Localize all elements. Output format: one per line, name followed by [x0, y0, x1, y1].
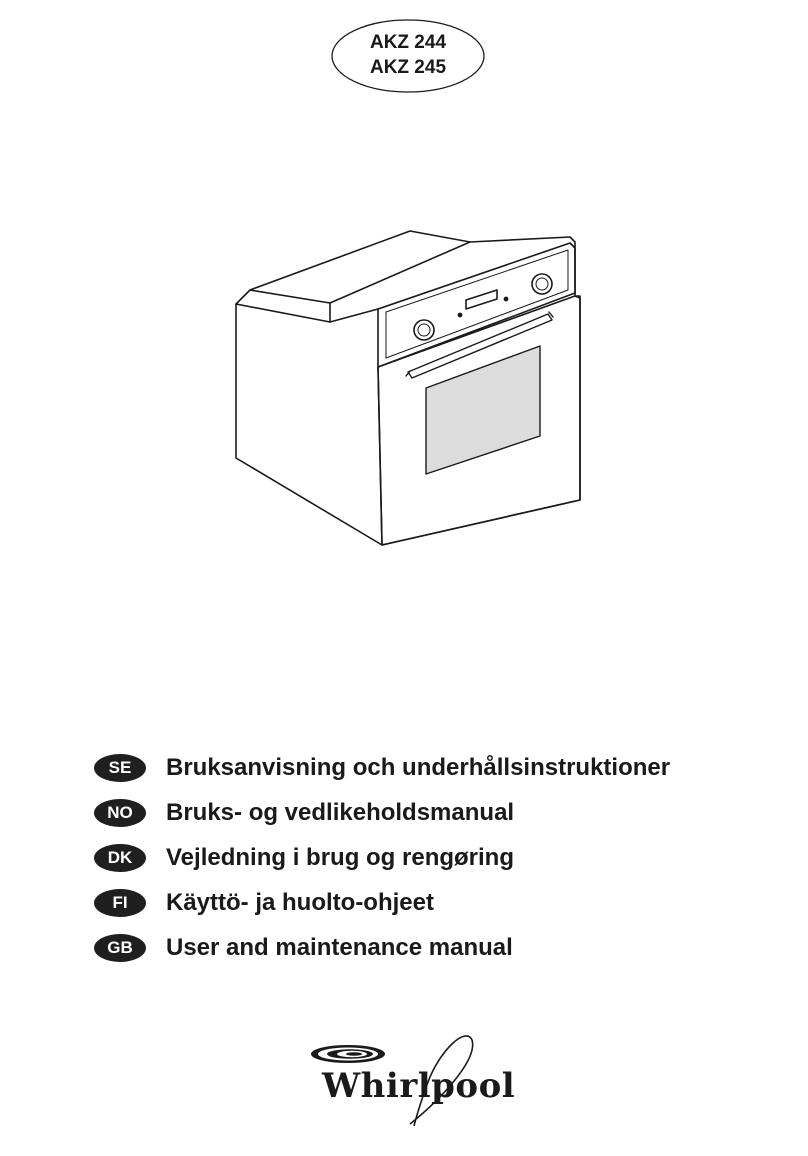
language-code-badge: NO [94, 799, 146, 827]
language-title: Vejledning i brug og rengøring [166, 843, 514, 871]
language-title: Bruks- og vedlikeholdsmanual [166, 798, 515, 826]
language-code-badge: DK [94, 844, 146, 872]
language-list [94, 745, 794, 970]
model-number-2: AKZ 245 [369, 57, 447, 78]
language-row-fi [94, 880, 794, 925]
language-title: User and maintenance manual [166, 933, 513, 961]
language-row-no [94, 790, 794, 835]
language-row-dk [94, 835, 794, 880]
language-row-se [94, 745, 794, 790]
language-row-gb [94, 925, 794, 970]
language-code-badge: GB [94, 934, 146, 962]
language-title: Käyttö- ja huolto-ohjeet [166, 888, 434, 916]
language-title: Bruksanvisning och underhållsinstruktioner [166, 753, 671, 781]
brand-wordmark: Whirlpool [322, 1066, 516, 1106]
language-code-badge: SE [94, 754, 146, 782]
oven-top-step [236, 290, 330, 322]
whirlpool-logo [300, 1030, 520, 1130]
oven-display [466, 290, 497, 309]
language-code-badge: FI [94, 889, 146, 917]
right-knob [532, 274, 552, 294]
left-knob [414, 320, 434, 340]
model-number-1: AKZ 244 [369, 32, 447, 53]
